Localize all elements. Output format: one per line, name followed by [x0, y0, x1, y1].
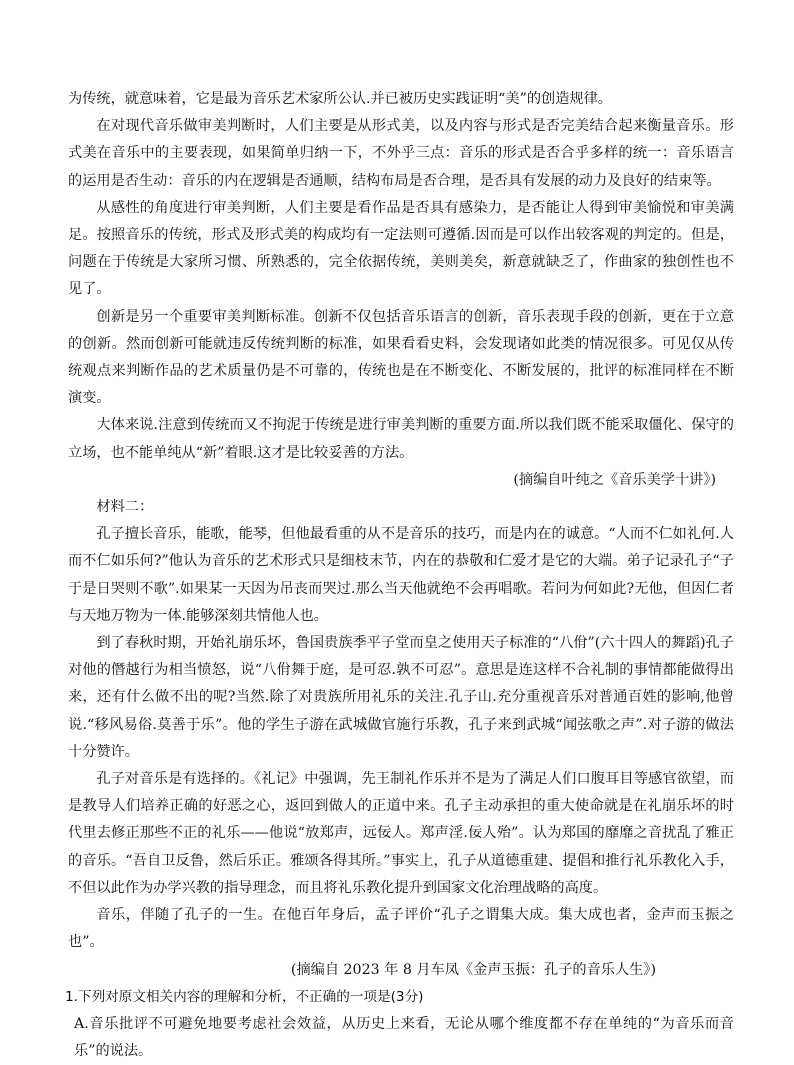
paragraph-perceptual: 从感性的角度进行审美判断，人们主要是看作品是否具有感染力，是否能让人得到审美愉悦和审美满足。按照音乐的传统，形式及形式美的构成均有一定法则可遵循.因而是可以作出较客观的判定的。但是，问题在于传统是大家所习惯、所熟悉的，完全依据传统，美则美矣，新意就缺乏了，作曲家的独创性也不见了。	[68, 199, 734, 298]
paragraph-music-choice: 孔子对音乐是有选择的。《礼记》中强调，先王制礼作乐并不是为了满足人们口腹耳目等感官欲望，而是教导人们培养正确的好恶之心，返回到做人的正道中来。孔子主动承担的重大使命就是在礼崩乐坏的时代里去修正那些不正的礼乐——他说“放郑声，远佞人。郑声淫.佞人殆”。认为郑国的靡靡之音扰乱了雅正的音乐。“吾自卫反鲁，然后乐正。雅颂各得其所。”事实上，孔子从道德重建、提倡和推行礼乐教化入手，不但以此作为办学兴教的指导理念，而且将礼乐教化提升到国家文化治理战略的高度。	[68, 771, 734, 896]
paragraph-continuation: 为传统，就意味着，它是最为音乐艺术家所公认.并已被历史实践证明“美”的创造规律。	[68, 91, 612, 107]
paragraph-conclusion: 大体来说.注意到传统而又不拘泥于传统是进行审美判断的重要方面.所以我们既不能采取僵化、保守的立场，也不能单纯从“新”着眼.这才是比较妥善的方法。	[68, 417, 734, 461]
source-citation-1: (摘编自叶纯之《音乐美学十讲》)	[513, 471, 716, 488]
material-two-label: 材料二：	[96, 499, 154, 516]
paragraph-innovation: 创新是另一个重要审美判断标准。创新不仅包括音乐语言的创新，音乐表现手段的创新，更在于立意的创新。然而创新可能就违反传统判断的标准，如果看看史料，会发现诸如此类的情况很多。可见仅从传统观点来判断作品的艺术质量仍是不可靠的，传统也是在不断变化、不断发展的，批评的标准同样在不断演变。	[68, 308, 734, 407]
question-1: 1.下列对原文相关内容的理解和分析，不正确的一项是(3分)	[65, 988, 424, 1005]
source-citation-2: (摘编自 2023 年 8 月车凤《金声玉振：孔子的音乐人生》)	[290, 961, 656, 978]
paragraph-confucius-music: 孔子擅长音乐，能歌，能琴，但他最看重的从不是音乐的技巧，而是内在的诚意。“人而不仁如礼何.人而不仁如乐何?”他认为音乐的艺术形式只是细枝末节，内在的恭敬和仁爱才是它的大端。弟子记录孔子“子于是日哭则不歌”.如果某一天因为吊丧而哭过.那么当天他就绝不会再唱歌。若问为何如此?无他，但因仁者与天地万物为一体.能够深刻共情他人也。	[68, 526, 734, 624]
paragraph-lifelong-music: 音乐，伴随了孔子的一生。在他百年身后，孟子评价“孔子之谓集大成。集大成也者，金声而玉振之也”。	[68, 907, 734, 951]
paragraph-spring-autumn: 到了春秋时期，开始礼崩乐坏，鲁国贵族季平子堂而皇之使用天子标准的“八佾”(六十四人的舞蹈)孔子对他的僭越行为相当愤怒，说“八佾舞于庭，是可忍.孰不可忍”。意思是连这样不合礼制的事情都能做得出来，还有什么做不出的呢?当然.除了对贵族所用礼乐的关注.孔子山.充分重视音乐对普通百姓的影响,他曾说.“移风易俗.莫善于乐”。他的学生子游在武城做官施行乐教，孔子来到武城“闻弦歌之声”.对子游的做法十分赞许。	[68, 635, 734, 760]
option-a: A.音乐批评不可避免地要考虑社会效益，从历史上来看，无论从哪个维度都不存在单纯的“为音乐而音乐”的说法。	[74, 1015, 734, 1060]
paragraph-form-beauty: 在对现代音乐做审美判断时，人们主要是从形式美，以及内容与形式是否完美结合起来衡量音乐。形式美在音乐中的主要表现，如果简单归纳一下，不外乎三点：音乐的形式是否合乎多样的统一：音乐语言的运用是否生动：音乐的内在逻辑是否通顺，结构布局是否合理，是否具有发展的动力及良好的结束等。	[68, 118, 734, 189]
